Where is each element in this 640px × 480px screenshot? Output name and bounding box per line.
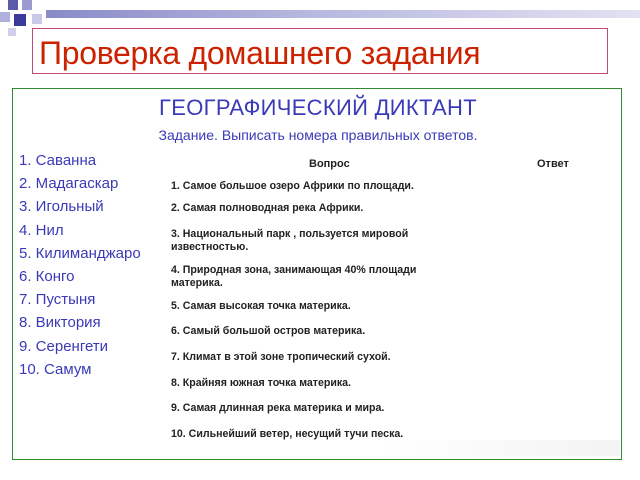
answer-item: 3. Игольный (19, 198, 104, 216)
answer-item: 6. Конго (19, 267, 75, 285)
question-item: 4. Природная зона, занимающая 40% площади материка. (171, 264, 417, 289)
answer-item: 1. Саванна (19, 152, 97, 169)
answer-item: 2. Мадагаскар (19, 175, 119, 193)
question-item: 2. Самая полноводная река Африки. (171, 202, 364, 214)
answers-list (19, 149, 141, 381)
question-item: 10. Сильнейший ветер, несущий тучи песка. (171, 428, 404, 440)
question-item: 9. Самая длинная река материка и мира. (171, 402, 385, 414)
page-title: Проверка домашнего задания (39, 35, 481, 71)
column-header-answer: Ответ (537, 158, 569, 170)
question-item: 1. Самое большое озеро Африки по площади. (171, 180, 414, 192)
answer-item: 9. Серенгети (19, 337, 109, 355)
dictation-heading: ГЕОГРАФИЧЕСКИЙ ДИКТАНТ (159, 95, 477, 120)
column-header-question: Вопрос (309, 158, 350, 170)
content-panel (12, 88, 622, 460)
title-box (32, 28, 608, 74)
answer-item: 5. Килиманджаро (19, 244, 141, 262)
answer-item: 10. Самум (19, 360, 92, 378)
question-item: 5. Самая высокая точка материка. (171, 300, 351, 312)
question-item: 6. Самый большой остров материка. (171, 325, 366, 337)
question-item: 7. Климат в этой зоне тропический сухой. (171, 351, 391, 363)
task-instruction: Задание. Выписать номера правильных ответов. (158, 127, 478, 143)
question-item: 8. Крайняя южная точка материка. (171, 377, 351, 389)
answer-item: 4. Нил (19, 221, 64, 239)
decorative-fade (380, 440, 620, 456)
answer-item: 8. Виктория (19, 314, 101, 332)
question-item: 3. Национальный парк , пользуется мировой известностью. (171, 228, 409, 253)
top-gradient-bar (46, 10, 640, 18)
answer-item: 7. Пустыня (19, 291, 96, 309)
